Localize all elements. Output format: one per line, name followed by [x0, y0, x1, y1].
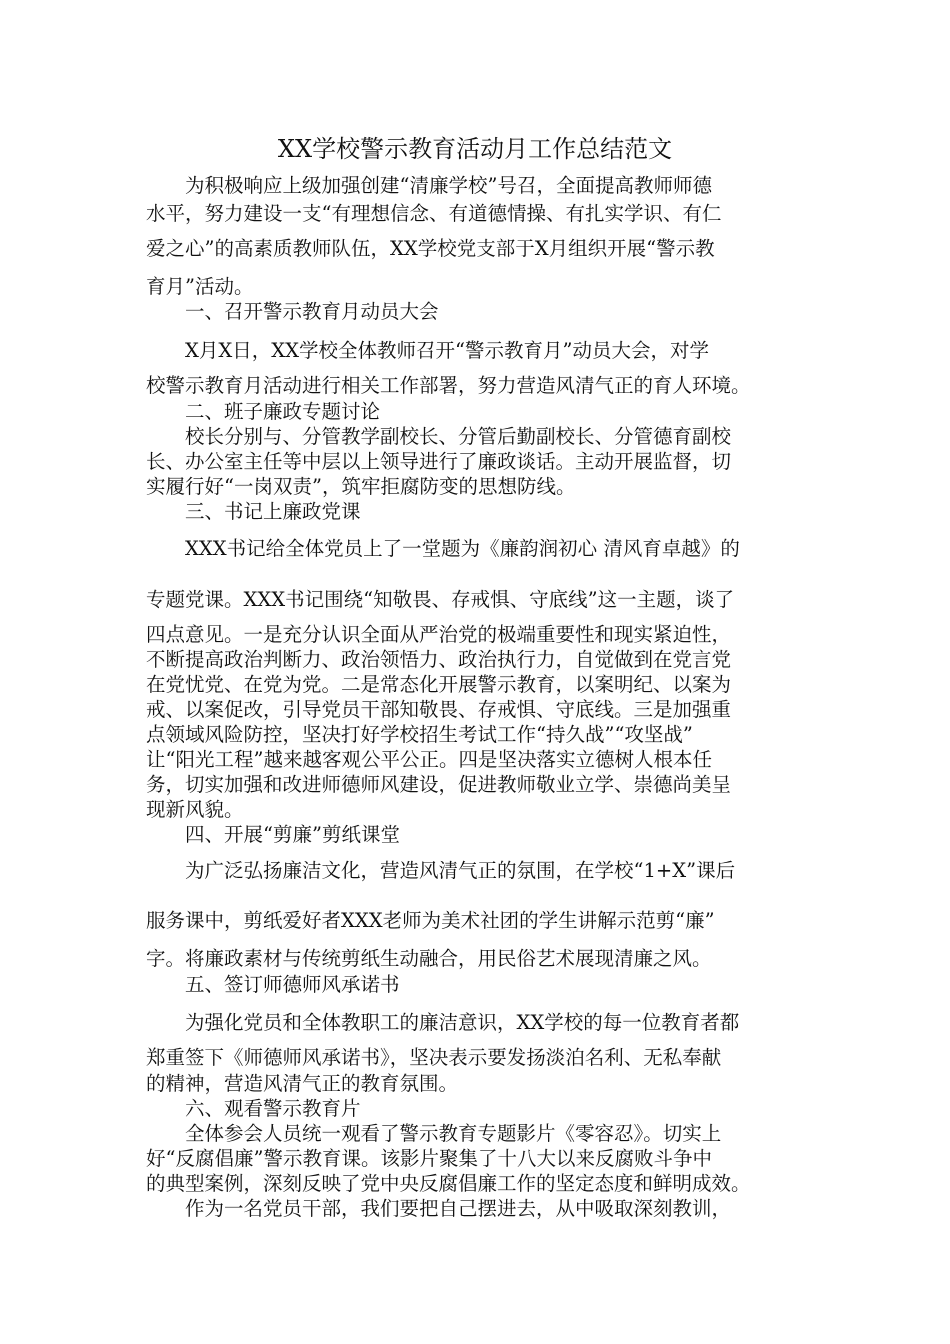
paragraph-line: 郑重签下《师德师风承诺书》，坚决表示要发扬淡泊名利、无私奉献: [146, 1046, 722, 1069]
paragraph-line: 四、开展“剪廉”剪纸课堂: [185, 823, 400, 846]
paragraph-line: 字。将廉政素材与传统剪纸生动融合，用民俗艺术展现清廉之风。: [146, 947, 712, 970]
paragraph-line: 务，切实加强和改进师德师风建设，促进教师敬业立学、崇德尚美呈: [146, 773, 732, 796]
paragraph-line: 二、班子廉政专题讨论: [185, 400, 381, 423]
paragraph-line: X月X日，XX学校全体教师召开“警示教育月”动员大会，对学: [185, 339, 709, 362]
paragraph-line: XXX书记给全体党员上了一堂题为《廉韵润初心 清风育卓越》的: [185, 537, 740, 560]
paragraph-line: 三、书记上廉政党课: [185, 500, 361, 523]
paragraph-line: 服务课中，剪纸爱好者XXX老师为美术社团的学生讲解示范剪“廉”: [146, 909, 715, 932]
paragraph-line: 的典型案例，深刻反映了党中央反腐倡廉工作的坚定态度和鲜明成效。: [146, 1172, 751, 1195]
paragraph-line: 水平，努力建设一支“有理想信念、有道德情操、有扎实学识、有仁: [146, 202, 722, 225]
paragraph-line: 全体参会人员统一观看了警示教育专题影片《零容忍》。切实上: [185, 1122, 722, 1145]
paragraph-line: 好“反腐倡廉”警示教育课。该影片聚集了十八大以来反腐败斗争中: [146, 1147, 712, 1170]
paragraph-line: 戒、以案促改，引导党员干部知敬畏、存戒惧、守底线。三是加强重: [146, 698, 732, 721]
paragraph-line: 爱之心”的高素质教师队伍，XX学校党支部于X月组织开展“警示教: [146, 237, 715, 260]
paragraph-line: 五、签订师德师风承诺书: [185, 973, 400, 996]
paragraph-line: 专题党课。XXX书记围绕“知敬畏、存戒惧、守底线”这一主题，谈了: [146, 588, 735, 611]
paragraph-line: 为强化党员和全体教职工的廉洁意识，XX学校的每一位教育者都: [185, 1011, 740, 1034]
paragraph-line: 点领域风险防控，坚决打好学校招生考试工作“持久战”“攻坚战”: [146, 723, 693, 746]
paragraph-line: 为积极响应上级加强创建“清廉学校”号召，全面提高教师师德: [185, 174, 712, 197]
paragraph-line: 四点意见。一是充分认识全面从严治党的极端重要性和现实紧迫性，: [146, 623, 732, 646]
paragraph-line: 一、召开警示教育月动员大会: [185, 300, 439, 323]
paragraph-line: 让“阳光工程”越来越客观公平公正。四是坚决落实立德树人根本任: [146, 748, 712, 771]
document-title: XX学校警示教育活动月工作总结范文: [277, 135, 673, 163]
paragraph-line: 校警示教育月活动进行相关工作部署，努力营造风清气正的育人环境。: [146, 374, 751, 397]
paragraph-line: 育月”活动。: [146, 275, 254, 298]
paragraph-line: 长、办公室主任等中层以上领导进行了廉政谈话。主动开展监督，切: [146, 450, 732, 473]
paragraph-line: 在党忧党、在党为党。二是常态化开展警示教育，以案明纪、以案为: [146, 673, 732, 696]
paragraph-line: 校长分别与、分管教学副校长、分管后勤副校长、分管德育副校: [185, 425, 732, 448]
paragraph-line: 现新风貌。: [146, 798, 244, 821]
paragraph-line: 不断提高政治判断力、政治领悟力、政治执行力，自觉做到在党言党: [146, 648, 732, 671]
paragraph-line: 作为一名党员干部，我们要把自己摆进去，从中吸取深刻教训，: [185, 1197, 732, 1220]
paragraph-line: 实履行好“一岗双责”，筑牢拒腐防变的思想防线。: [146, 475, 576, 498]
paragraph-line: 的精神，营造风清气正的教育氛围。: [146, 1072, 459, 1095]
paragraph-line: 六、观看警示教育片: [185, 1097, 361, 1120]
paragraph-line: 为广泛弘扬廉洁文化，营造风清气正的氛围，在学校“1+X”课后: [185, 859, 736, 882]
